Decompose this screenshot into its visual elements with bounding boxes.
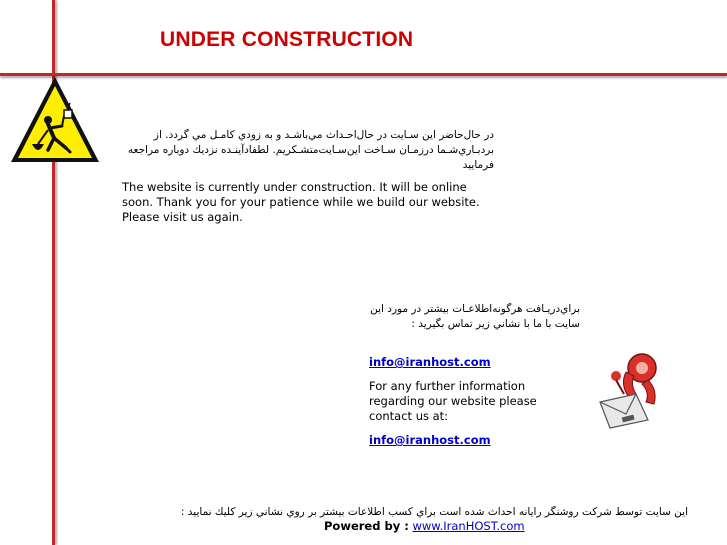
email-link-bottom[interactable]: info@iranhost.com bbox=[369, 433, 491, 447]
footer-farsi-text: این سایت توسط شرکت روشنگر رایانه احداث شده است براي کسب اطلاعات بیشتر بر روي نشاني زیر کلیك نمایید : bbox=[180, 506, 688, 518]
worker-warning-sign-icon bbox=[8, 74, 102, 166]
english-contact-info: For any further information regarding our website please contact us at: bbox=[369, 379, 537, 423]
farsi-contact-info: براي‌دریـافت هرگونه‌اطلاعـات بیشتر در مورد این سایت با ما با نشاني زیر تماس بگیرید : bbox=[370, 303, 580, 330]
page-title: UNDER CONSTRUCTION bbox=[160, 28, 414, 51]
email-link-top[interactable]: info@iranhost.com bbox=[369, 355, 491, 369]
powered-by-line bbox=[324, 519, 525, 533]
farsi-construction-notice: در حال‌حاضر این سـایت در حال‌احـداث مي‌باشـد و به زودي کامـل مي گردد. از بردبـاري‌شـما درزمـان سـاخت این‌سـایت‌متشـکریم. لطفاد‌آینـده نزدیك دوباره مراجعه فرمایید bbox=[127, 129, 494, 171]
english-construction-notice: The website is currently under construction. It will be online soon. Thank you for your patience while we build our website. Please visit us again. bbox=[122, 180, 480, 224]
powered-by-label: Powered by : bbox=[324, 519, 409, 533]
email-envelope-icon bbox=[596, 350, 668, 430]
horizontal-divider-line bbox=[0, 73, 727, 76]
iranhost-link[interactable]: www.IranHOST.com bbox=[412, 519, 525, 533]
